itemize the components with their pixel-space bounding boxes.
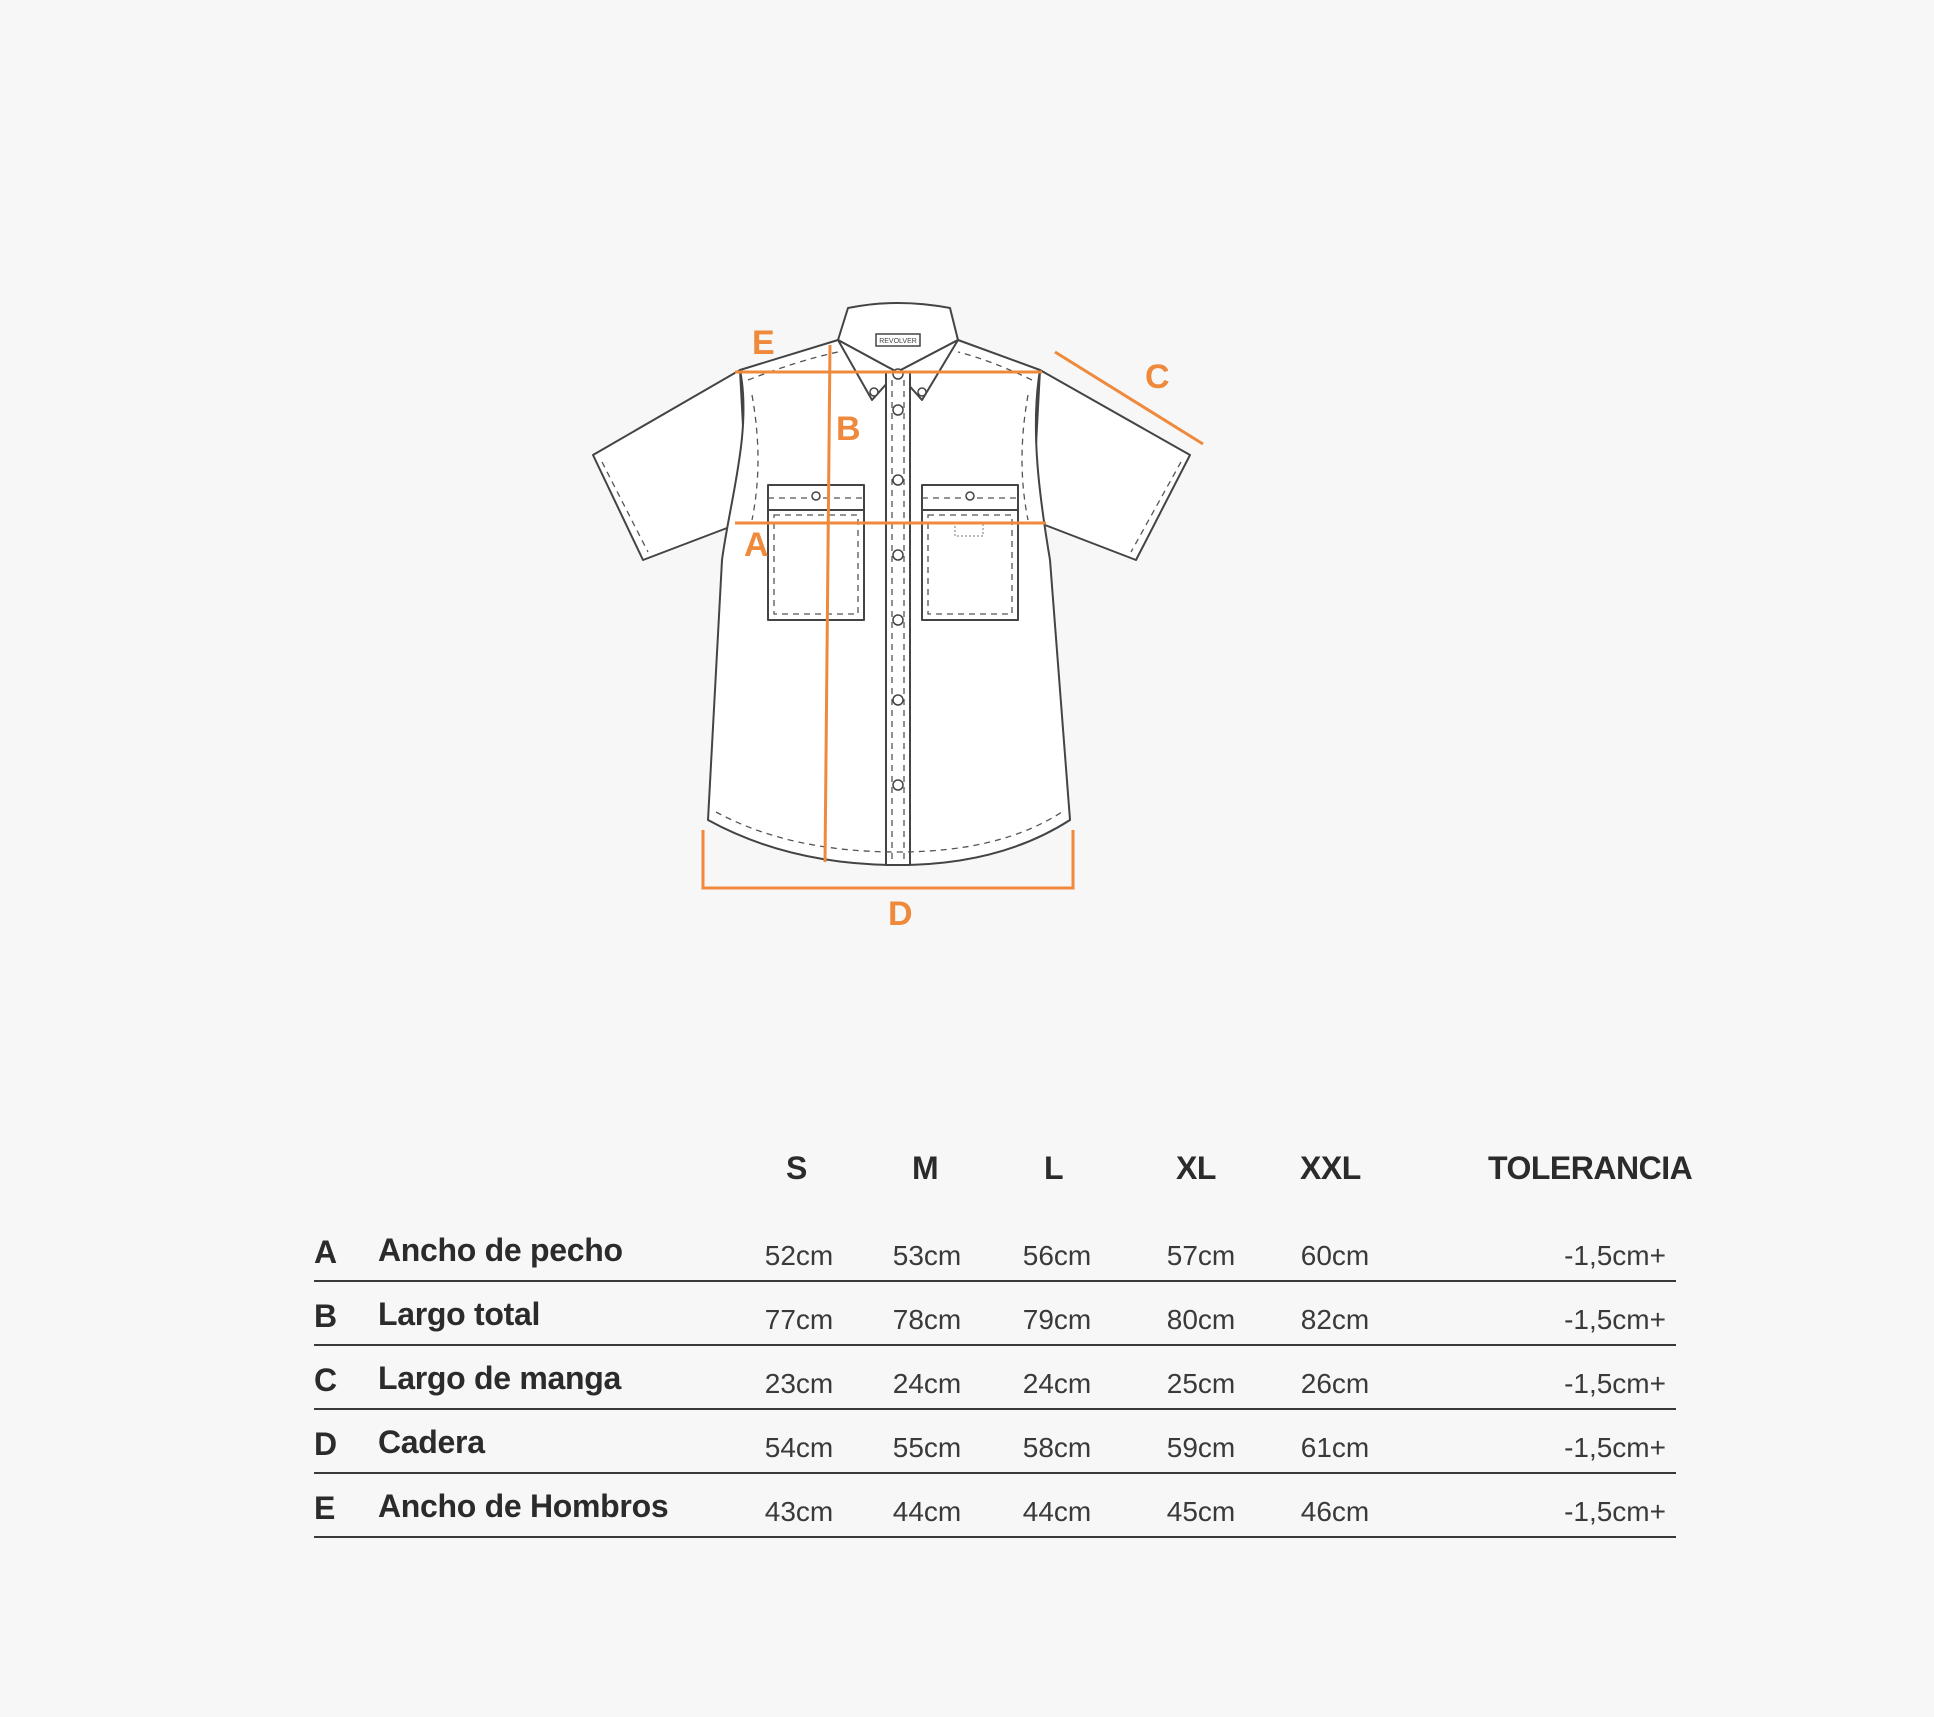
measurement-value: 77cm — [764, 1304, 834, 1335]
measurement-value: 56cm — [1022, 1240, 1092, 1271]
size-table-row — [314, 1282, 1676, 1346]
button — [893, 615, 903, 625]
size-table-header — [314, 1138, 1693, 1202]
button — [812, 492, 820, 500]
header-size-xl: XL — [1176, 1150, 1216, 1186]
row-letter: D — [314, 1426, 338, 1462]
measurement-value: 23cm — [764, 1368, 834, 1399]
pocket-label — [955, 524, 983, 536]
collar-tag — [876, 334, 920, 346]
button — [893, 780, 903, 790]
measurement-value: 46cm — [1300, 1496, 1370, 1527]
measurement-value: 79cm — [1022, 1304, 1092, 1335]
row-letter: A — [314, 1234, 338, 1270]
size-table-row — [314, 1410, 1676, 1474]
button — [893, 695, 903, 705]
button — [893, 550, 903, 560]
size-table-row — [314, 1474, 1676, 1538]
tolerance-value: -1,5cm+ — [1564, 1240, 1666, 1271]
measurement-value: 59cm — [1166, 1432, 1236, 1463]
row-measurement-label: Ancho de pecho — [378, 1232, 623, 1268]
tolerance-value: -1,5cm+ — [1564, 1304, 1666, 1335]
row-letter: C — [314, 1362, 338, 1398]
row-measurement-label: Largo total — [378, 1296, 541, 1332]
size-table-row — [314, 1346, 1676, 1410]
tolerance-value: -1,5cm+ — [1564, 1432, 1666, 1463]
label-a: A — [744, 526, 769, 564]
label-b: B — [836, 410, 861, 448]
measurement-value: 60cm — [1300, 1240, 1370, 1271]
measurement-value: 25cm — [1166, 1368, 1236, 1399]
measurement-value: 54cm — [764, 1432, 834, 1463]
header-size-l: L — [1044, 1150, 1064, 1186]
header-tolerance: TOLERANCIA — [1488, 1150, 1693, 1186]
button — [893, 475, 903, 485]
row-letter: E — [314, 1490, 336, 1526]
measurement-value: 55cm — [892, 1432, 962, 1463]
measurement-value: 78cm — [892, 1304, 962, 1335]
button — [918, 388, 926, 396]
measurement-value: 80cm — [1166, 1304, 1236, 1335]
button — [966, 492, 974, 500]
header-size-m: M — [912, 1150, 939, 1186]
row-measurement-label: Largo de manga — [378, 1360, 621, 1396]
measurement-value: 26cm — [1300, 1368, 1370, 1399]
header-size-xxl: XXL — [1300, 1150, 1361, 1186]
measurement-value: 43cm — [764, 1496, 834, 1527]
measurement-value: 82cm — [1300, 1304, 1370, 1335]
button — [893, 405, 903, 415]
measurement-value: 58cm — [1022, 1432, 1092, 1463]
tolerance-value: -1,5cm+ — [1564, 1368, 1666, 1399]
measurement-value: 44cm — [1022, 1496, 1092, 1527]
button — [870, 388, 878, 396]
label-e: E — [752, 324, 775, 362]
measurement-value: 57cm — [1166, 1240, 1236, 1271]
measurement-value: 61cm — [1300, 1432, 1370, 1463]
header-size-s: S — [786, 1150, 807, 1186]
label-d: D — [888, 895, 913, 933]
row-measurement-label: Ancho de Hombros — [378, 1488, 669, 1524]
tolerance-value: -1,5cm+ — [1564, 1496, 1666, 1527]
measurement-value: 24cm — [892, 1368, 962, 1399]
measurement-value: 45cm — [1166, 1496, 1236, 1527]
row-measurement-label: Cadera — [378, 1424, 485, 1460]
left-sleeve — [593, 370, 748, 560]
size-table-row — [314, 1218, 1676, 1282]
label-c: C — [1145, 358, 1170, 396]
measurement-value: 44cm — [892, 1496, 962, 1527]
right-sleeve — [1032, 370, 1190, 560]
measurement-value: 52cm — [764, 1240, 834, 1271]
row-letter: B — [314, 1298, 338, 1334]
left-pocket — [768, 485, 864, 620]
brand-tag-text: REVOLVER — [879, 338, 917, 345]
measurement-value: 53cm — [892, 1240, 962, 1271]
size-table — [314, 1138, 1693, 1538]
right-pocket — [922, 485, 1018, 620]
measurement-value: 24cm — [1022, 1368, 1092, 1399]
